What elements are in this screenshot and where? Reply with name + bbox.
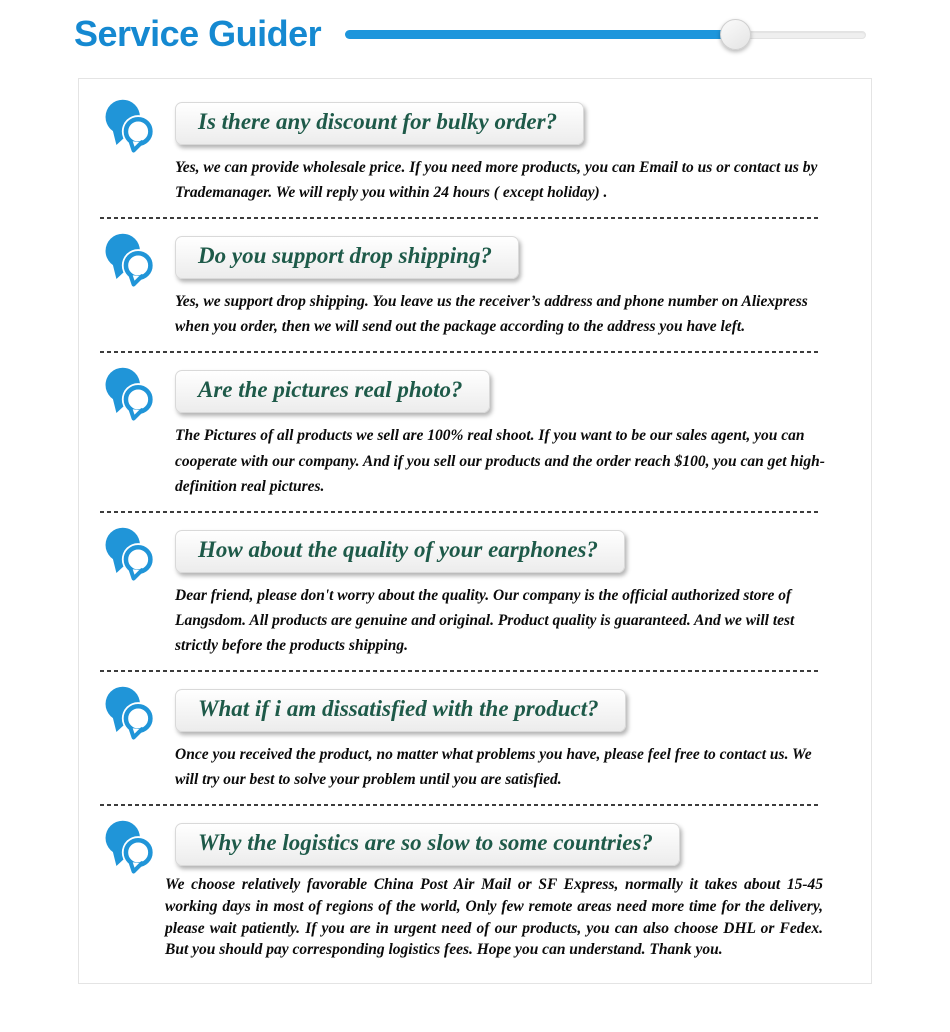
chat-bubbles-icon [101, 231, 159, 289]
faq-question [175, 236, 519, 279]
faq-answer: Dear friend, please don't worry about the quality. Our company is the official authorized store of Langsdom. All products are genuine and original. Product quality is guaranteed. And we will test strictly before the products shipping. [175, 586, 795, 654]
faq-question-row [99, 525, 851, 573]
faq-question [175, 530, 625, 573]
slider-knob-icon[interactable] [720, 19, 751, 50]
faq-answer: Yes, we support drop shipping. You leave us the receiver’s address and phone number on Aliexpress when you order, then we will send out the package according to the address you have left. [175, 293, 808, 336]
faq-question [175, 823, 680, 866]
faq-answer: Once you received the product, no matter what problems you have, please feel free to contact us. We will try our best to solve your problem until you are satisfied. [175, 746, 812, 789]
faq-answer: The Pictures of all products we sell are 100% real shoot. If you want to be our sales agent, you can cooperate with our company. And if you sell our products and the order reach $100, you can get high-definition real pictures. [175, 427, 825, 495]
slider-track-filled [345, 30, 736, 39]
faq-item [79, 221, 871, 349]
faq-item [79, 808, 871, 971]
faq-item [79, 674, 871, 802]
faq-question-text: What if i am dissatisfied with the product? [198, 696, 599, 722]
chat-bubbles-icon [101, 684, 159, 742]
faq-question-row [99, 97, 851, 145]
faq-question [175, 370, 490, 413]
faq-question-text: How about the quality of your earphones? [198, 536, 598, 562]
faq-question-row [99, 818, 851, 866]
chat-bubbles-icon [101, 365, 159, 423]
decorative-slider [345, 18, 866, 50]
dashed-divider [100, 351, 821, 353]
faq-question [175, 689, 626, 732]
faq-question-text: Do you support drop shipping? [198, 243, 492, 269]
faq-question-row [99, 684, 851, 732]
slider-track-remaining [736, 31, 866, 39]
dashed-divider [100, 217, 821, 219]
header [0, 0, 950, 60]
faq-panel [78, 78, 872, 984]
page-title: Service Guider [74, 13, 322, 54]
dashed-divider [100, 804, 821, 806]
faq-question [175, 102, 584, 145]
dashed-divider [100, 511, 821, 513]
faq-answer: Yes, we can provide wholesale price. If you need more products, you can Email to us or contact us by Trademanager. We will reply you within 24 hours ( except holiday) . [175, 159, 818, 202]
dashed-divider [100, 670, 821, 672]
faq-question-text: Are the pictures real photo? [198, 377, 463, 403]
faq-answer: We choose relatively favorable China Post Air Mail or SF Express, normally it takes about 15-45 working days in most of regions of the world, Only few remote areas need more time for the delivery, please wait patiently. If you are in urgent need of our products, you can also choose DHL or Fedex. But you should pay corresponding logistics fees. Hope you can understand. Thank you. [165, 876, 823, 959]
chat-bubbles-icon [101, 97, 159, 155]
faq-question-text: Why the logistics are so slow to some countries? [198, 830, 653, 856]
faq-question-row [99, 365, 851, 413]
faq-question-row [99, 231, 851, 279]
faq-item [79, 87, 871, 215]
chat-bubbles-icon [101, 818, 159, 876]
faq-item [79, 355, 871, 508]
faq-question-text: Is there any discount for bulky order? [198, 109, 558, 134]
faq-item [79, 515, 871, 668]
chat-bubbles-icon [101, 525, 159, 583]
